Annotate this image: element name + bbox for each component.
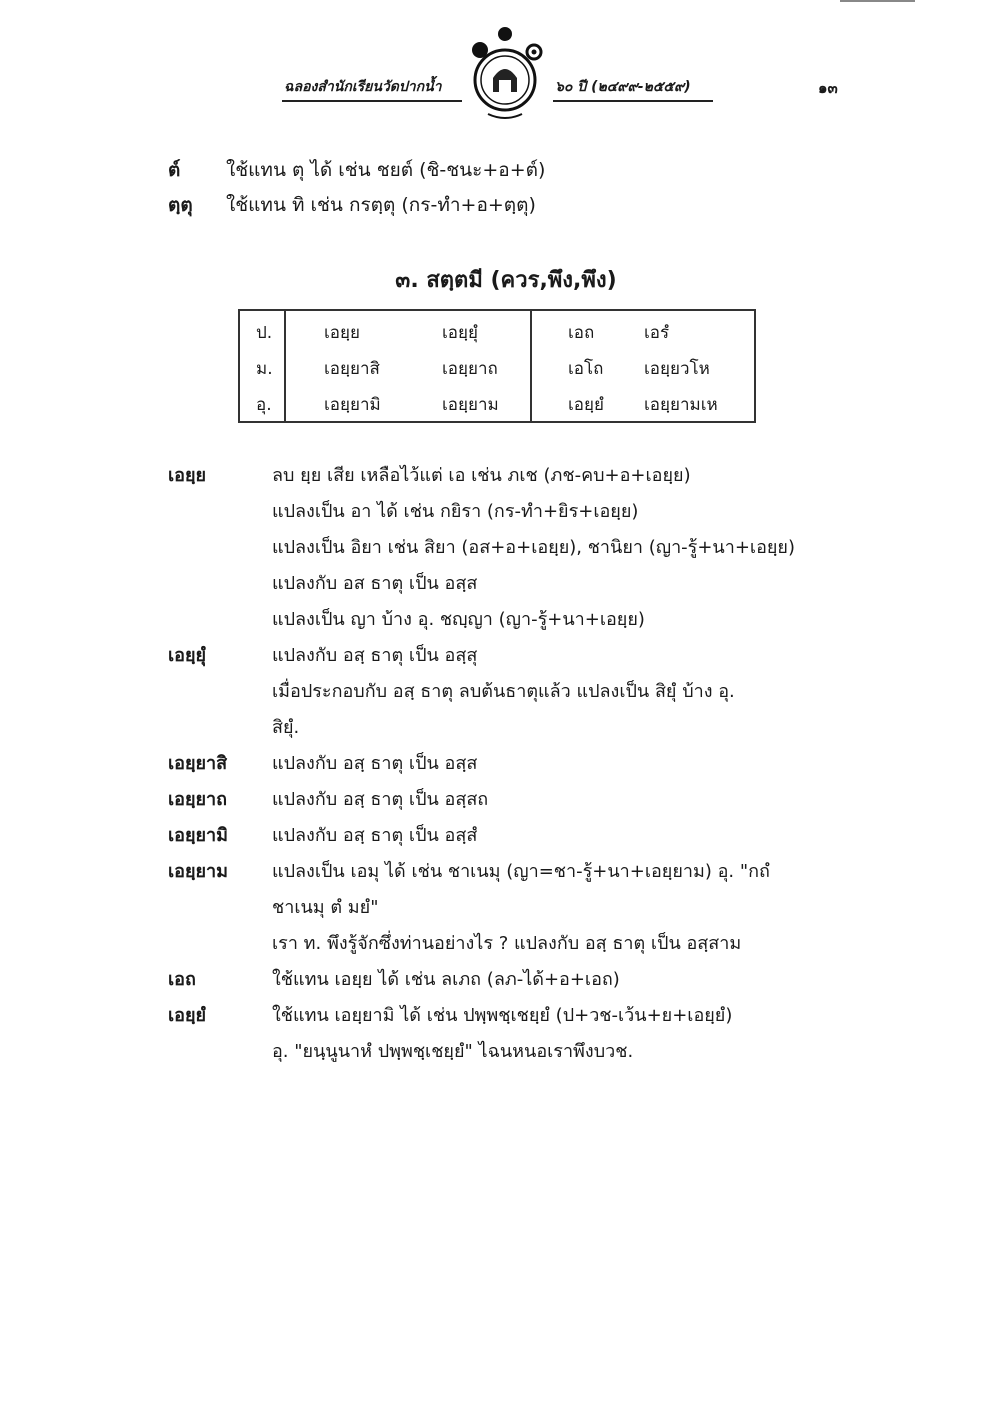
intro-term: ต์ — [168, 159, 181, 181]
entry-eyyum — [168, 638, 858, 746]
table-person: ม. — [256, 359, 273, 379]
table-cell: เอรํ — [644, 323, 670, 343]
header-left-underline — [282, 100, 462, 102]
entry-line: แปลงเป็น อิยา เช่น สิยา (อส+อ+เอยฺย), ชานิยา (ญา-รู้+นา+เอยฺย) — [272, 537, 796, 558]
entry-line: แปลงกับ อส ธาตุ เป็น อสฺส — [272, 573, 478, 594]
entry-line: แปลงกับ อสฺ ธาตุ เป็น อสฺสถ — [272, 789, 489, 810]
table-cell: เอยฺยาม — [442, 395, 499, 415]
table-cell: เอยฺย — [324, 323, 360, 343]
table-person: ป. — [256, 323, 273, 343]
intro-text: ใช้แทน ทิ เช่น กรตฺตุ (กร-ทำ+อ+ตฺตุ) — [226, 194, 536, 216]
entry-eyyami — [168, 818, 858, 854]
entry-line: แปลงเป็น อา ได้ เช่น กยิรา (กร-ทำ+ยิร+เอยฺย) — [272, 501, 639, 522]
entry-eyyama — [168, 854, 858, 962]
entry-term: เอยฺยุํ — [168, 645, 207, 666]
entry-term: เอยฺยาสิ — [168, 753, 228, 774]
table-cell: เอยฺยวโห — [644, 359, 710, 379]
table-person: อุ. — [256, 395, 272, 415]
intro-line-1 — [168, 155, 545, 185]
entry-term: เอยฺยามิ — [168, 825, 229, 846]
header-right-underline — [553, 100, 713, 102]
table-divider — [530, 311, 532, 421]
entry-line: อุ. "ยนฺนูนาหํ ปพฺพชฺเชยฺยํ" ไฉนหนอเราพึงบวช. — [272, 1041, 634, 1062]
corner-mark — [840, 0, 915, 2]
entry-line: เมื่อประกอบกับ อสฺ ธาตุ ลบต้นธาตุแล้ว แปลงเป็น สิยุํ บ้าง อุ. — [272, 681, 735, 702]
table-cell: เอโถ — [568, 359, 604, 379]
entry-line: แปลงเป็น ญา บ้าง อุ. ชญฺญา (ญา-รู้+นา+เอยฺย) — [272, 609, 645, 630]
intro-term: ตฺตุ — [168, 194, 193, 216]
entry-line: แปลงกับ อสฺ ธาตุ เป็น อสฺสุ — [272, 645, 478, 666]
intro-line-2 — [168, 190, 536, 220]
entry-line: แปลงกับ อสฺ ธาตุ เป็น อสฺสํ — [272, 825, 478, 846]
entry-term: เอถ — [168, 969, 196, 990]
table-cell: เอยฺยาถ — [442, 359, 498, 379]
table-cell: เอถ — [568, 323, 595, 343]
page-number: ๑๓ — [818, 79, 838, 97]
entry-line: ชาเนมุ ตํ มยํ" — [272, 897, 379, 918]
table-cell: เอยฺยามิ — [324, 395, 381, 415]
entry-eyyatha — [168, 782, 858, 818]
entry-eyyasi — [168, 746, 858, 782]
entry-eyyam — [168, 998, 858, 1070]
table-cell: เอยฺยํ — [568, 395, 604, 415]
entry-term: เอยฺยํ — [168, 1005, 207, 1026]
section-title: ๓. สตฺตมี (ควร,พึง,พึง) — [395, 268, 617, 293]
table-cell: เอยฺยุํ — [442, 323, 478, 343]
entry-line: แปลงกับ อสฺ ธาตุ เป็น อสฺส — [272, 753, 478, 774]
entry-term: เอยฺยาม — [168, 861, 229, 882]
entry-etha — [168, 962, 858, 998]
temple-emblem-icon — [460, 22, 550, 122]
conjugation-table — [238, 309, 756, 423]
entry-line: ใช้แทน เอยฺย ได้ เช่น ลเภถ (ลภ-ได้+อ+เอถ) — [272, 969, 620, 990]
entry-eyya — [168, 458, 858, 638]
table-cell: เอยฺยามเห — [644, 395, 718, 415]
entry-line: สิยุํ. — [272, 717, 300, 738]
entry-line: ลบ ยฺย เสีย เหลือไว้แต่ เอ เช่น ภเช (ภช-คบ+อ+เอยฺย) — [272, 465, 691, 486]
entry-term: เอยฺยาถ — [168, 789, 228, 810]
header-left-text: ฉลองสำนักเรียนวัดปากน้ำ — [284, 79, 442, 95]
entry-line: ใช้แทน เอยฺยามิ ได้ เช่น ปพฺพชฺเชยฺยํ (ป+วช-เว้น+ย+เอยฺยํ) — [272, 1005, 733, 1026]
table-divider — [284, 311, 286, 421]
entry-line: เรา ท. พึงรู้จักซึ่งท่านอย่างไร ? แปลงกับ อสฺ ธาตุ เป็น อสฺสาม — [272, 933, 742, 954]
entry-list — [168, 458, 858, 1070]
table-cell: เอยฺยาสิ — [324, 359, 380, 379]
entry-line: แปลงเป็น เอมุ ได้ เช่น ชาเนมุ (ญา=ชา-รู้+นา+เอยฺยาม) อุ. "กถํ — [272, 861, 770, 882]
entry-term: เอยฺย — [168, 465, 207, 486]
intro-text: ใช้แทน ตุ ได้ เช่น ชยต์ (ชิ-ชนะ+อ+ต์) — [226, 159, 546, 181]
header-right-text: ๖๐ ปี (๒๔๙๙-๒๕๕๙) — [555, 79, 691, 95]
